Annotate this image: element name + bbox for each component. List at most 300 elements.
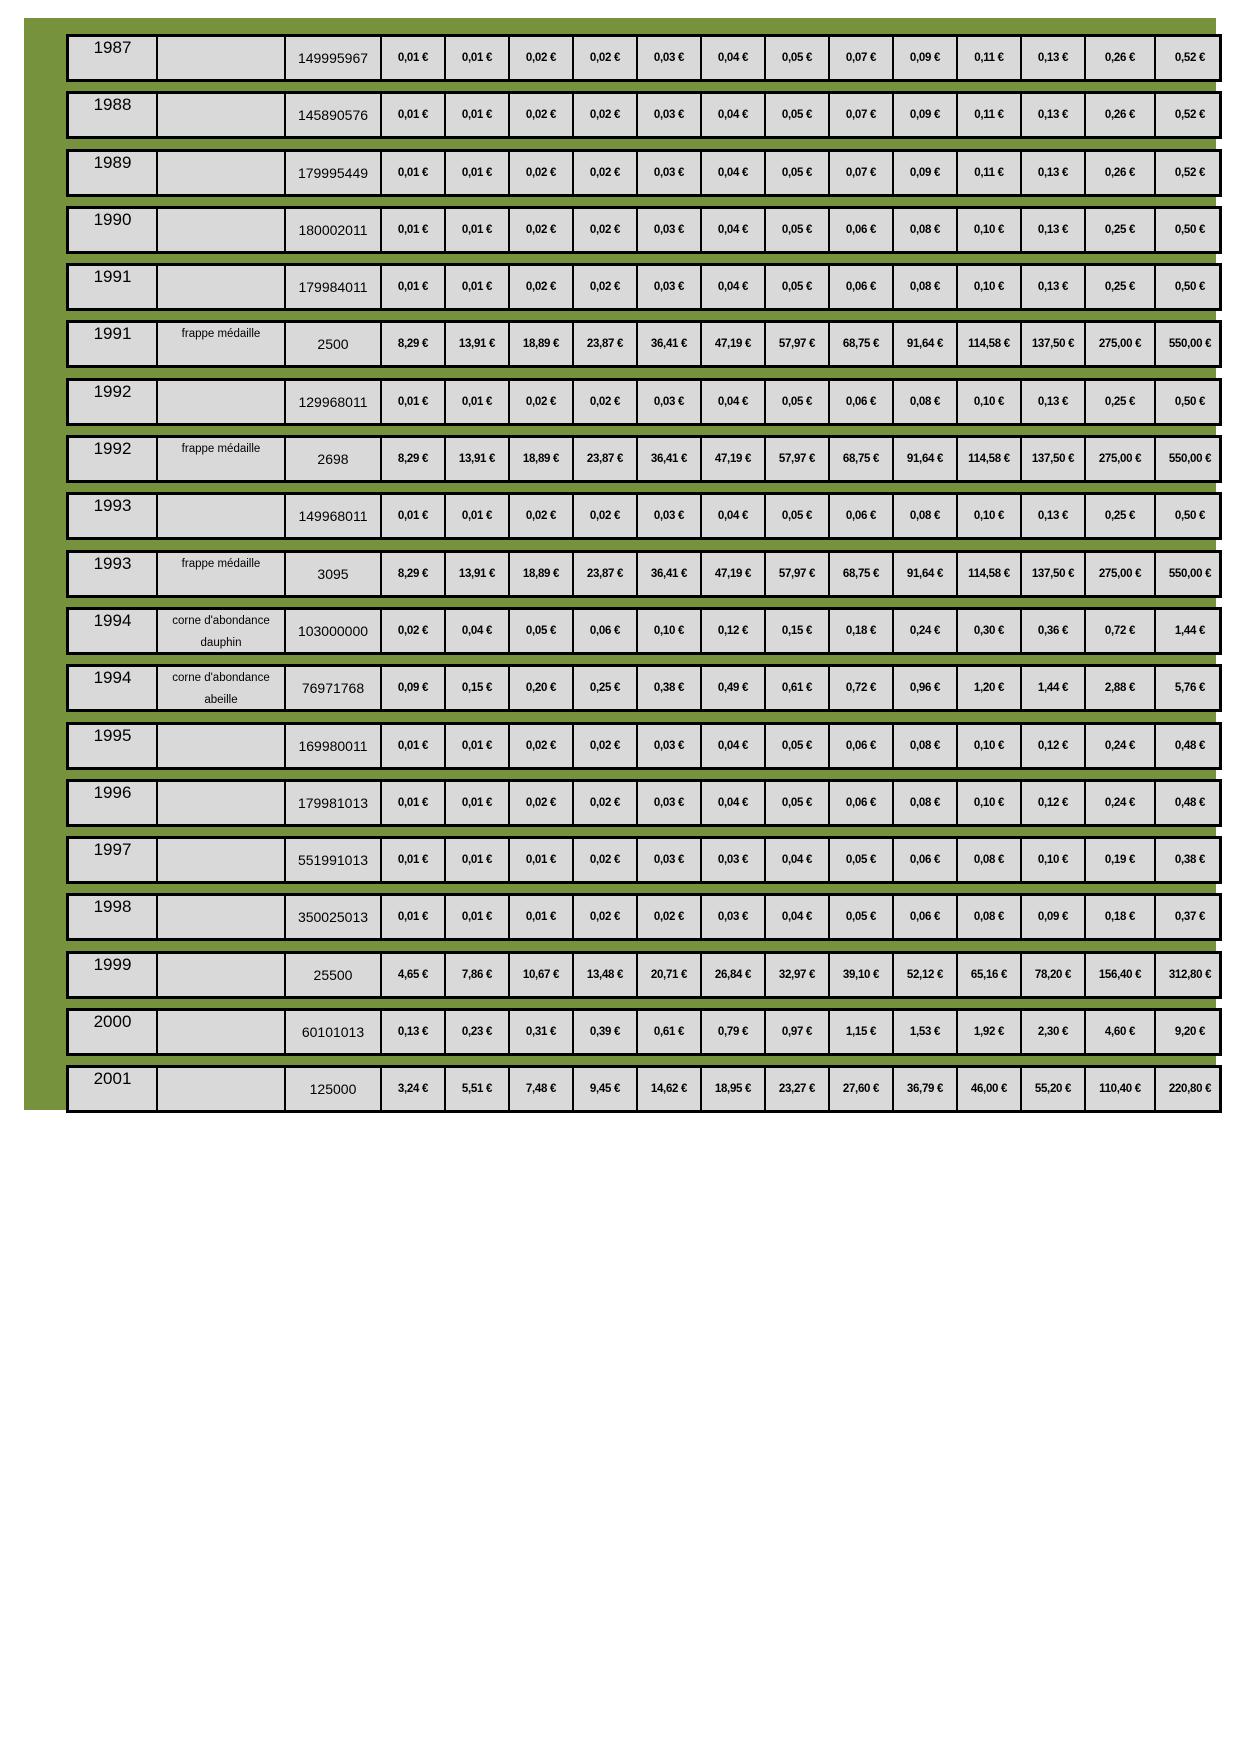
price-cell: 0,50 € bbox=[1154, 209, 1224, 251]
price-cell: 0,02 € bbox=[508, 266, 572, 308]
table-row bbox=[66, 951, 1222, 999]
description-cell bbox=[156, 896, 284, 938]
description-cell bbox=[156, 94, 284, 136]
table-row bbox=[66, 91, 1222, 139]
price-cell: 0,01 € bbox=[380, 495, 444, 537]
table-row bbox=[66, 607, 1222, 655]
price-cell: 0,09 € bbox=[380, 667, 444, 709]
price-cell: 0,09 € bbox=[892, 37, 956, 79]
price-cell: 0,02 € bbox=[508, 782, 572, 824]
price-cell: 47,19 € bbox=[700, 438, 764, 480]
price-cell: 55,20 € bbox=[1020, 1068, 1084, 1110]
price-cell: 13,91 € bbox=[444, 438, 508, 480]
price-cell: 550,00 € bbox=[1154, 553, 1224, 595]
mintage-cell: 3095 bbox=[284, 553, 380, 595]
mintage-cell: 76971768 bbox=[284, 667, 380, 709]
price-cell: 0,05 € bbox=[764, 782, 828, 824]
price-cell: 10,67 € bbox=[508, 954, 572, 996]
price-cell: 0,30 € bbox=[956, 610, 1020, 652]
price-cell: 137,50 € bbox=[1020, 553, 1084, 595]
description-cell: frappe médaille bbox=[156, 553, 284, 595]
price-cell: 0,02 € bbox=[508, 495, 572, 537]
price-cell: 0,25 € bbox=[1084, 495, 1154, 537]
price-cell: 68,75 € bbox=[828, 553, 892, 595]
price-cell: 23,87 € bbox=[572, 323, 636, 365]
price-cell: 26,84 € bbox=[700, 954, 764, 996]
price-cell: 0,01 € bbox=[444, 209, 508, 251]
price-cell: 0,06 € bbox=[892, 839, 956, 881]
price-cell: 0,03 € bbox=[636, 725, 700, 767]
price-cell: 0,02 € bbox=[508, 37, 572, 79]
price-cell: 0,06 € bbox=[828, 782, 892, 824]
year-cell: 1987 bbox=[93, 38, 132, 57]
price-cell: 0,04 € bbox=[700, 495, 764, 537]
price-cell: 57,97 € bbox=[764, 553, 828, 595]
price-cell: 1,53 € bbox=[892, 1011, 956, 1053]
price-cell: 0,48 € bbox=[1154, 782, 1224, 824]
price-cell: 137,50 € bbox=[1020, 323, 1084, 365]
price-cell: 0,38 € bbox=[1154, 839, 1224, 881]
price-cell: 1,92 € bbox=[956, 1011, 1020, 1053]
price-cell: 0,03 € bbox=[636, 782, 700, 824]
price-cell: 0,10 € bbox=[956, 495, 1020, 537]
price-cell: 18,95 € bbox=[700, 1068, 764, 1110]
description-cell bbox=[156, 209, 284, 251]
price-cell: 0,01 € bbox=[444, 839, 508, 881]
price-cell: 2,88 € bbox=[1084, 667, 1154, 709]
price-cell: 3,24 € bbox=[380, 1068, 444, 1110]
description-cell bbox=[156, 1011, 284, 1053]
mintage-cell: 551991013 bbox=[284, 839, 380, 881]
price-cell: 137,50 € bbox=[1020, 438, 1084, 480]
price-cell: 13,91 € bbox=[444, 553, 508, 595]
price-cell: 0,02 € bbox=[508, 381, 572, 423]
price-cell: 0,52 € bbox=[1154, 94, 1224, 136]
price-cell: 0,04 € bbox=[700, 37, 764, 79]
price-cell: 0,01 € bbox=[444, 725, 508, 767]
price-cell: 0,48 € bbox=[1154, 725, 1224, 767]
price-cell: 0,23 € bbox=[444, 1011, 508, 1053]
year-cell: 1999 bbox=[93, 954, 132, 974]
price-cell: 0,02 € bbox=[636, 896, 700, 938]
price-cell: 0,03 € bbox=[636, 839, 700, 881]
mintage-cell: 103000000 bbox=[284, 610, 380, 652]
price-cell: 312,80 € bbox=[1154, 954, 1224, 996]
price-cell: 0,13 € bbox=[1020, 209, 1084, 251]
table-row bbox=[66, 492, 1222, 540]
price-cell: 0,10 € bbox=[956, 782, 1020, 824]
price-cell: 9,45 € bbox=[572, 1068, 636, 1110]
price-cell: 0,06 € bbox=[828, 495, 892, 537]
price-cell: 0,04 € bbox=[764, 839, 828, 881]
price-cell: 68,75 € bbox=[828, 323, 892, 365]
price-cell: 0,25 € bbox=[1084, 209, 1154, 251]
table-row bbox=[66, 722, 1222, 770]
price-cell: 52,12 € bbox=[892, 954, 956, 996]
price-cell: 91,64 € bbox=[892, 553, 956, 595]
price-cell: 0,02 € bbox=[572, 725, 636, 767]
price-cell: 275,00 € bbox=[1084, 323, 1154, 365]
price-cell: 91,64 € bbox=[892, 323, 956, 365]
year-cell: 1996 bbox=[93, 782, 132, 802]
price-cell: 0,12 € bbox=[700, 610, 764, 652]
price-cell: 0,02 € bbox=[572, 381, 636, 423]
price-cell: 0,39 € bbox=[572, 1011, 636, 1053]
mintage-cell: 60101013 bbox=[284, 1011, 380, 1053]
price-cell: 0,13 € bbox=[1020, 94, 1084, 136]
year-cell: 1997 bbox=[93, 840, 132, 860]
price-cell: 0,03 € bbox=[700, 839, 764, 881]
price-cell: 23,27 € bbox=[764, 1068, 828, 1110]
price-cell: 0,05 € bbox=[764, 381, 828, 423]
price-cell: 275,00 € bbox=[1084, 553, 1154, 595]
price-cell: 0,03 € bbox=[700, 896, 764, 938]
price-cell: 0,05 € bbox=[764, 94, 828, 136]
price-cell: 0,08 € bbox=[892, 725, 956, 767]
price-cell: 275,00 € bbox=[1084, 438, 1154, 480]
price-cell: 114,58 € bbox=[956, 553, 1020, 595]
description-cell bbox=[156, 954, 284, 996]
price-cell: 0,05 € bbox=[828, 896, 892, 938]
price-cell: 0,25 € bbox=[572, 667, 636, 709]
price-cell: 0,24 € bbox=[1084, 725, 1154, 767]
table-row bbox=[66, 1065, 1222, 1113]
price-cell: 0,05 € bbox=[764, 725, 828, 767]
price-cell: 0,02 € bbox=[508, 725, 572, 767]
year-cell: 1994 bbox=[93, 668, 132, 688]
price-cell: 23,87 € bbox=[572, 438, 636, 480]
price-cell: 0,11 € bbox=[956, 37, 1020, 79]
price-cell: 78,20 € bbox=[1020, 954, 1084, 996]
price-cell: 0,12 € bbox=[1020, 725, 1084, 767]
description-cell: frappe médaille bbox=[156, 438, 284, 480]
price-cell: 0,24 € bbox=[1084, 782, 1154, 824]
price-cell: 0,06 € bbox=[828, 725, 892, 767]
year-cell: 2001 bbox=[93, 1069, 132, 1089]
year-cell: 1995 bbox=[93, 725, 132, 745]
price-cell: 7,86 € bbox=[444, 954, 508, 996]
price-cell: 8,29 € bbox=[380, 553, 444, 595]
price-cell: 0,61 € bbox=[764, 667, 828, 709]
price-cell: 32,97 € bbox=[764, 954, 828, 996]
price-cell: 0,04 € bbox=[700, 152, 764, 194]
price-cell: 0,25 € bbox=[1084, 381, 1154, 423]
year-cell: 1990 bbox=[93, 209, 132, 229]
price-cell: 1,15 € bbox=[828, 1011, 892, 1053]
year-cell: 2000 bbox=[93, 1012, 132, 1032]
description-cell bbox=[156, 37, 284, 79]
price-cell: 36,41 € bbox=[636, 323, 700, 365]
price-cell: 36,41 € bbox=[636, 553, 700, 595]
price-cell: 0,10 € bbox=[956, 725, 1020, 767]
price-cell: 57,97 € bbox=[764, 438, 828, 480]
price-cell: 220,80 € bbox=[1154, 1068, 1224, 1110]
price-cell: 0,01 € bbox=[380, 209, 444, 251]
price-cell: 18,89 € bbox=[508, 438, 572, 480]
price-cell: 27,60 € bbox=[828, 1068, 892, 1110]
price-cell: 0,06 € bbox=[828, 209, 892, 251]
description-cell bbox=[156, 725, 284, 767]
price-cell: 0,03 € bbox=[636, 94, 700, 136]
price-cell: 0,52 € bbox=[1154, 37, 1224, 79]
table-row bbox=[66, 435, 1222, 483]
price-cell: 47,19 € bbox=[700, 323, 764, 365]
price-cell: 0,72 € bbox=[1084, 610, 1154, 652]
mintage-cell: 145890576 bbox=[284, 94, 380, 136]
price-cell: 0,05 € bbox=[828, 839, 892, 881]
description-cell: corne d'abondance dauphin bbox=[156, 610, 284, 652]
price-cell: 0,24 € bbox=[892, 610, 956, 652]
price-cell: 0,11 € bbox=[956, 152, 1020, 194]
price-cell: 114,58 € bbox=[956, 438, 1020, 480]
price-cell: 0,01 € bbox=[444, 495, 508, 537]
price-cell: 0,10 € bbox=[1020, 839, 1084, 881]
year-cell: 1988 bbox=[93, 95, 132, 115]
price-cell: 0,36 € bbox=[1020, 610, 1084, 652]
price-cell: 8,29 € bbox=[380, 438, 444, 480]
price-cell: 0,01 € bbox=[444, 37, 508, 79]
price-cell: 0,02 € bbox=[572, 37, 636, 79]
price-cell: 0,01 € bbox=[444, 782, 508, 824]
year-cell: 1991 bbox=[93, 324, 132, 344]
year-cell: 1993 bbox=[93, 496, 132, 516]
price-cell: 0,03 € bbox=[636, 37, 700, 79]
table-row bbox=[66, 664, 1222, 712]
price-cell: 0,01 € bbox=[380, 725, 444, 767]
price-cell: 550,00 € bbox=[1154, 438, 1224, 480]
price-cell: 0,09 € bbox=[892, 152, 956, 194]
price-cell: 0,01 € bbox=[444, 266, 508, 308]
price-cell: 0,25 € bbox=[1084, 266, 1154, 308]
year-cell: 1989 bbox=[93, 152, 132, 172]
price-cell: 0,61 € bbox=[636, 1011, 700, 1053]
price-cell: 0,01 € bbox=[380, 37, 444, 79]
price-cell: 0,19 € bbox=[1084, 839, 1154, 881]
description-cell bbox=[156, 839, 284, 881]
price-cell: 0,18 € bbox=[1084, 896, 1154, 938]
price-cell: 1,44 € bbox=[1154, 610, 1224, 652]
price-cell: 8,29 € bbox=[380, 323, 444, 365]
price-cell: 0,06 € bbox=[828, 381, 892, 423]
mintage-cell: 2500 bbox=[284, 323, 380, 365]
coin-table bbox=[66, 34, 1222, 1123]
year-cell: 1992 bbox=[93, 439, 132, 459]
price-cell: 0,13 € bbox=[1020, 381, 1084, 423]
year-cell: 1992 bbox=[93, 381, 132, 401]
price-cell: 110,40 € bbox=[1084, 1068, 1154, 1110]
price-cell: 0,04 € bbox=[700, 782, 764, 824]
price-cell: 1,44 € bbox=[1020, 667, 1084, 709]
price-cell: 0,31 € bbox=[508, 1011, 572, 1053]
price-cell: 65,16 € bbox=[956, 954, 1020, 996]
price-cell: 0,02 € bbox=[572, 94, 636, 136]
price-cell: 0,02 € bbox=[508, 209, 572, 251]
price-cell: 0,06 € bbox=[828, 266, 892, 308]
price-cell: 0,50 € bbox=[1154, 266, 1224, 308]
price-cell: 0,49 € bbox=[700, 667, 764, 709]
mintage-cell: 125000 bbox=[284, 1068, 380, 1110]
price-cell: 0,02 € bbox=[572, 839, 636, 881]
price-cell: 0,02 € bbox=[508, 152, 572, 194]
price-cell: 5,51 € bbox=[444, 1068, 508, 1110]
price-cell: 0,10 € bbox=[956, 209, 1020, 251]
mintage-cell: 180002011 bbox=[284, 209, 380, 251]
price-cell: 0,02 € bbox=[508, 94, 572, 136]
table-row bbox=[66, 34, 1222, 82]
description-cell bbox=[156, 266, 284, 308]
price-cell: 9,20 € bbox=[1154, 1011, 1224, 1053]
price-cell: 68,75 € bbox=[828, 438, 892, 480]
price-cell: 0,96 € bbox=[892, 667, 956, 709]
price-cell: 4,60 € bbox=[1084, 1011, 1154, 1053]
description-cell bbox=[156, 1068, 284, 1110]
price-cell: 7,48 € bbox=[508, 1068, 572, 1110]
price-cell: 0,13 € bbox=[1020, 495, 1084, 537]
price-cell: 0,10 € bbox=[636, 610, 700, 652]
price-cell: 0,02 € bbox=[380, 610, 444, 652]
mintage-cell: 129968011 bbox=[284, 381, 380, 423]
price-cell: 550,00 € bbox=[1154, 323, 1224, 365]
price-cell: 0,02 € bbox=[572, 266, 636, 308]
mintage-cell: 169980011 bbox=[284, 725, 380, 767]
price-cell: 0,04 € bbox=[700, 725, 764, 767]
price-cell: 0,09 € bbox=[892, 94, 956, 136]
price-cell: 2,30 € bbox=[1020, 1011, 1084, 1053]
price-cell: 4,65 € bbox=[380, 954, 444, 996]
price-cell: 0,26 € bbox=[1084, 152, 1154, 194]
mintage-cell: 179981013 bbox=[284, 782, 380, 824]
price-cell: 0,01 € bbox=[444, 94, 508, 136]
price-cell: 91,64 € bbox=[892, 438, 956, 480]
mintage-cell: 350025013 bbox=[284, 896, 380, 938]
price-cell: 0,18 € bbox=[828, 610, 892, 652]
price-cell: 0,01 € bbox=[380, 782, 444, 824]
price-cell: 0,10 € bbox=[956, 266, 1020, 308]
table-row bbox=[66, 378, 1222, 426]
mintage-cell: 179995449 bbox=[284, 152, 380, 194]
price-cell: 0,03 € bbox=[636, 266, 700, 308]
price-cell: 0,10 € bbox=[956, 381, 1020, 423]
price-cell: 0,01 € bbox=[380, 94, 444, 136]
table-row bbox=[66, 206, 1222, 254]
description-cell bbox=[156, 152, 284, 194]
price-cell: 0,01 € bbox=[380, 839, 444, 881]
mintage-cell: 149995967 bbox=[284, 37, 380, 79]
green-panel bbox=[24, 18, 1216, 1110]
price-cell: 0,13 € bbox=[1020, 266, 1084, 308]
price-cell: 36,79 € bbox=[892, 1068, 956, 1110]
table-row bbox=[66, 263, 1222, 311]
price-cell: 0,02 € bbox=[572, 209, 636, 251]
price-cell: 0,72 € bbox=[828, 667, 892, 709]
price-cell: 0,08 € bbox=[892, 266, 956, 308]
price-cell: 0,02 € bbox=[572, 152, 636, 194]
description-cell bbox=[156, 495, 284, 537]
price-cell: 36,41 € bbox=[636, 438, 700, 480]
price-cell: 0,01 € bbox=[444, 381, 508, 423]
price-cell: 0,01 € bbox=[380, 381, 444, 423]
price-cell: 13,48 € bbox=[572, 954, 636, 996]
year-cell: 1998 bbox=[93, 897, 132, 917]
price-cell: 0,04 € bbox=[764, 896, 828, 938]
price-cell: 0,13 € bbox=[380, 1011, 444, 1053]
price-cell: 14,62 € bbox=[636, 1068, 700, 1110]
table-row bbox=[66, 149, 1222, 197]
price-cell: 18,89 € bbox=[508, 553, 572, 595]
price-cell: 0,15 € bbox=[444, 667, 508, 709]
price-cell: 0,01 € bbox=[380, 266, 444, 308]
price-cell: 0,50 € bbox=[1154, 381, 1224, 423]
price-cell: 0,05 € bbox=[508, 610, 572, 652]
price-cell: 0,05 € bbox=[764, 209, 828, 251]
table-row bbox=[66, 779, 1222, 827]
price-cell: 0,97 € bbox=[764, 1011, 828, 1053]
price-cell: 0,03 € bbox=[636, 381, 700, 423]
price-cell: 0,05 € bbox=[764, 266, 828, 308]
year-cell: 1991 bbox=[93, 267, 132, 287]
price-cell: 0,05 € bbox=[764, 37, 828, 79]
price-cell: 0,08 € bbox=[892, 495, 956, 537]
price-cell: 0,11 € bbox=[956, 94, 1020, 136]
price-cell: 156,40 € bbox=[1084, 954, 1154, 996]
price-cell: 5,76 € bbox=[1154, 667, 1224, 709]
year-cell: 1994 bbox=[93, 610, 132, 630]
price-cell: 0,09 € bbox=[1020, 896, 1084, 938]
price-cell: 0,07 € bbox=[828, 94, 892, 136]
price-cell: 0,06 € bbox=[892, 896, 956, 938]
mintage-cell: 25500 bbox=[284, 954, 380, 996]
year-cell: 1993 bbox=[93, 553, 132, 573]
price-cell: 0,05 € bbox=[764, 152, 828, 194]
price-cell: 0,20 € bbox=[508, 667, 572, 709]
price-cell: 0,01 € bbox=[380, 896, 444, 938]
price-cell: 13,91 € bbox=[444, 323, 508, 365]
mintage-cell: 179984011 bbox=[284, 266, 380, 308]
price-cell: 57,97 € bbox=[764, 323, 828, 365]
price-cell: 47,19 € bbox=[700, 553, 764, 595]
table-row bbox=[66, 836, 1222, 884]
price-cell: 0,01 € bbox=[508, 896, 572, 938]
price-cell: 18,89 € bbox=[508, 323, 572, 365]
price-cell: 0,37 € bbox=[1154, 896, 1224, 938]
price-cell: 23,87 € bbox=[572, 553, 636, 595]
price-cell: 0,13 € bbox=[1020, 152, 1084, 194]
price-cell: 0,07 € bbox=[828, 152, 892, 194]
price-cell: 0,07 € bbox=[828, 37, 892, 79]
price-cell: 0,12 € bbox=[1020, 782, 1084, 824]
price-cell: 20,71 € bbox=[636, 954, 700, 996]
price-cell: 0,01 € bbox=[444, 152, 508, 194]
price-cell: 0,05 € bbox=[764, 495, 828, 537]
price-cell: 0,15 € bbox=[764, 610, 828, 652]
description-cell bbox=[156, 782, 284, 824]
price-cell: 0,02 € bbox=[572, 896, 636, 938]
table-row bbox=[66, 1008, 1222, 1056]
price-cell: 0,02 € bbox=[572, 495, 636, 537]
price-cell: 0,52 € bbox=[1154, 152, 1224, 194]
table-row bbox=[66, 893, 1222, 941]
price-cell: 0,04 € bbox=[700, 266, 764, 308]
price-cell: 0,13 € bbox=[1020, 37, 1084, 79]
table-row bbox=[66, 320, 1222, 368]
price-cell: 0,50 € bbox=[1154, 495, 1224, 537]
price-cell: 0,08 € bbox=[892, 381, 956, 423]
price-cell: 0,02 € bbox=[572, 782, 636, 824]
price-cell: 0,04 € bbox=[444, 610, 508, 652]
price-cell: 0,08 € bbox=[892, 782, 956, 824]
price-cell: 0,08 € bbox=[892, 209, 956, 251]
mintage-cell: 149968011 bbox=[284, 495, 380, 537]
